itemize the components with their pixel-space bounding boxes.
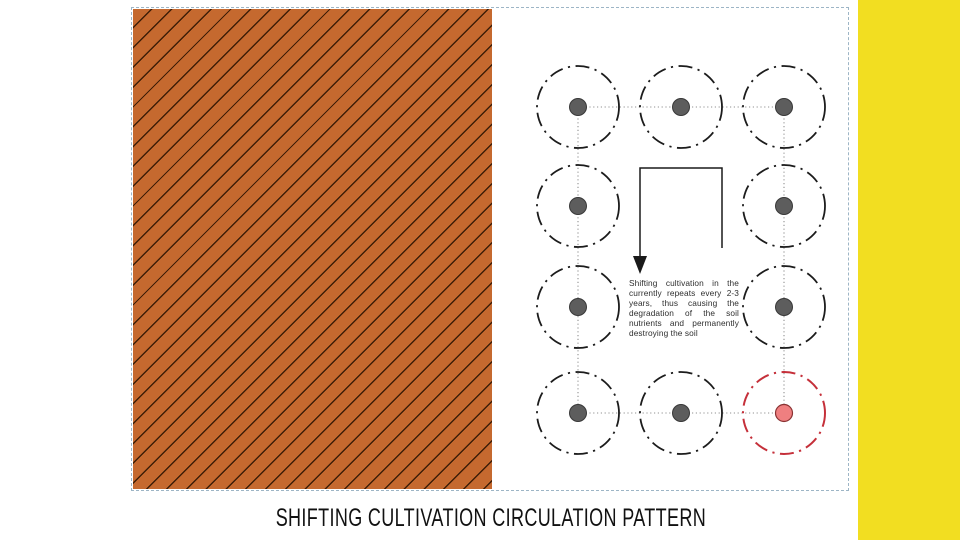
caption (131, 504, 851, 533)
plot-center-dot (776, 299, 793, 316)
highlighted-plot-dot (776, 405, 793, 422)
plot-center-dot (776, 198, 793, 215)
plot-center-dot (570, 299, 587, 316)
plot-center-dot (570, 405, 587, 422)
plot-center-dot (673, 405, 690, 422)
plot-center-dot (776, 99, 793, 116)
cycle-arrow (640, 168, 722, 258)
plot-center-dot (570, 198, 587, 215)
plot-center-dot (673, 99, 690, 116)
cycle-arrowhead-icon (633, 256, 647, 274)
plot-center-dot (570, 99, 587, 116)
annotation-text: Shifting cultivation in the currently repeats every 2-3 years, thus causing the degradation of the soil nutrients and permanently destroying the soil (629, 278, 739, 338)
caption-text: SHIFTING CULTIVATION CIRCULATION PATTERN (275, 504, 707, 532)
